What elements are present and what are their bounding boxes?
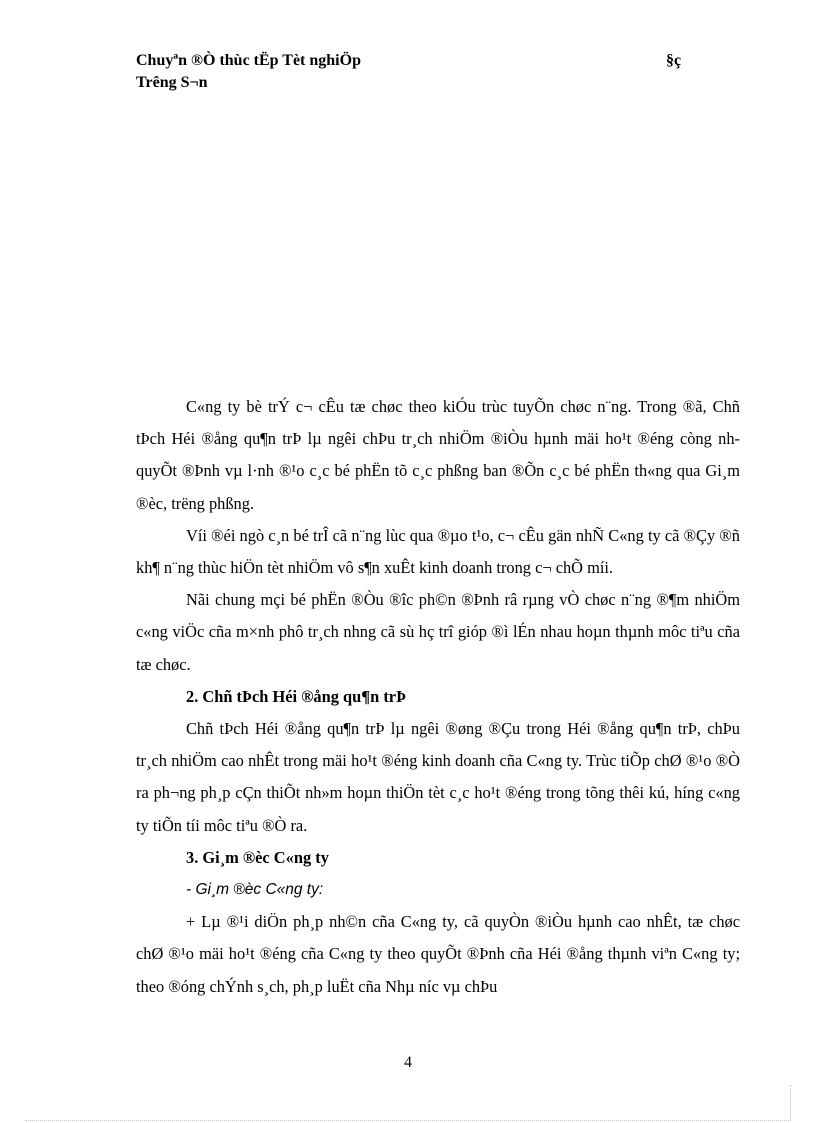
section-heading-chairman: 2. Chñ tÞch Héi ®ång qu¶n trÞ bbox=[186, 686, 407, 706]
document-body bbox=[136, 391, 740, 1003]
page-number: 4 bbox=[404, 1054, 412, 1071]
header-author: §ç bbox=[666, 52, 682, 69]
paragraph-staff: Víi ®éi ngò c¸n bé trÎ cã n¨ng lùc qua ®µo t¹o, c¬ cÊu gän nhÑ C«ng ty cã ®Çy ®ñ kh¶ n¨ng thùc hiÖn tèt nhiÖm vô s¶n xuÊt kinh doanh trong c¬ chÕ míi. bbox=[136, 525, 740, 578]
paragraph-director: + Lµ ®¹i diÖn ph¸p nh©n cña C«ng ty, cã quyÒn ®iÒu hµnh cao nhÊt, tæ chøc chØ ®¹o mäi ho¹t ®éng cña C«ng ty theo quyÕt ®Þnh cña Héi ®ång thµnh viªn C«ng ty; theo ®óng chÝnh s¸ch, ph¸p luËt cña Nhµ níc vµ chÞu bbox=[136, 912, 740, 996]
paragraph-structure: C«ng ty bè trÝ c¬ cÊu tæ chøc theo kiÓu trùc tuyÕn chøc n¨ng. Trong ®ã, Chñ tÞch Héi ®ång qu¶n trÞ lµ ngêi chÞu tr¸ch nhiÖm ®iÒu hµnh mäi ho¹t ®éng còng nh quyÕt ®Þnh vµ l·nh ®¹o c¸c bé phËn tõ c¸c phßng ban ®Õn c¸c bé phËn th«ng qua Gi¸m ®èc, trëng phßng. bbox=[136, 397, 740, 513]
page-header bbox=[136, 50, 696, 94]
page-side-divider bbox=[790, 1085, 791, 1121]
paragraph-departments: Nãi chung mçi bé phËn ®Òu ®îc ph©n ®Þnh râ rµng vÒ chøc n¨ng ®¶m nhiÖm c«ng viÖc cña m×nh phô tr¸ch nhng cã sù hç trî gióp ®ì lÉn nhau hoµn thµnh môc tiªu cña tæ chøc. bbox=[136, 590, 740, 674]
header-title-line1: Chuyªn ®Ò thùc tËp Tèt nghiÖp bbox=[136, 52, 361, 69]
page-bottom-divider bbox=[25, 1120, 791, 1121]
section-heading-director: 3. Gi¸m ®èc C«ng ty bbox=[186, 847, 329, 867]
subheading-director: - Gi¸m ®èc C«ng ty: bbox=[186, 881, 324, 899]
header-title-line2: Trêng S¬n bbox=[136, 74, 208, 91]
paragraph-chairman: Chñ tÞch Héi ®ång qu¶n trÞ lµ ngêi ®øng ®Çu trong Héi ®ång qu¶n trÞ, chÞu tr¸ch nhiÖm cao nhÊt trong mäi ho¹t ®éng kinh doanh cña C«ng ty. Trùc tiÕp chØ ®¹o ®Ò ra ph¬ng ph¸p cÇn thiÕt nh»m hoµn thiÖn tèt c¸c ho¹t ®éng trong tõng thêi kú, híng c«ng ty tiÕn tíi môc tiªu ®Ò ra. bbox=[136, 719, 740, 835]
